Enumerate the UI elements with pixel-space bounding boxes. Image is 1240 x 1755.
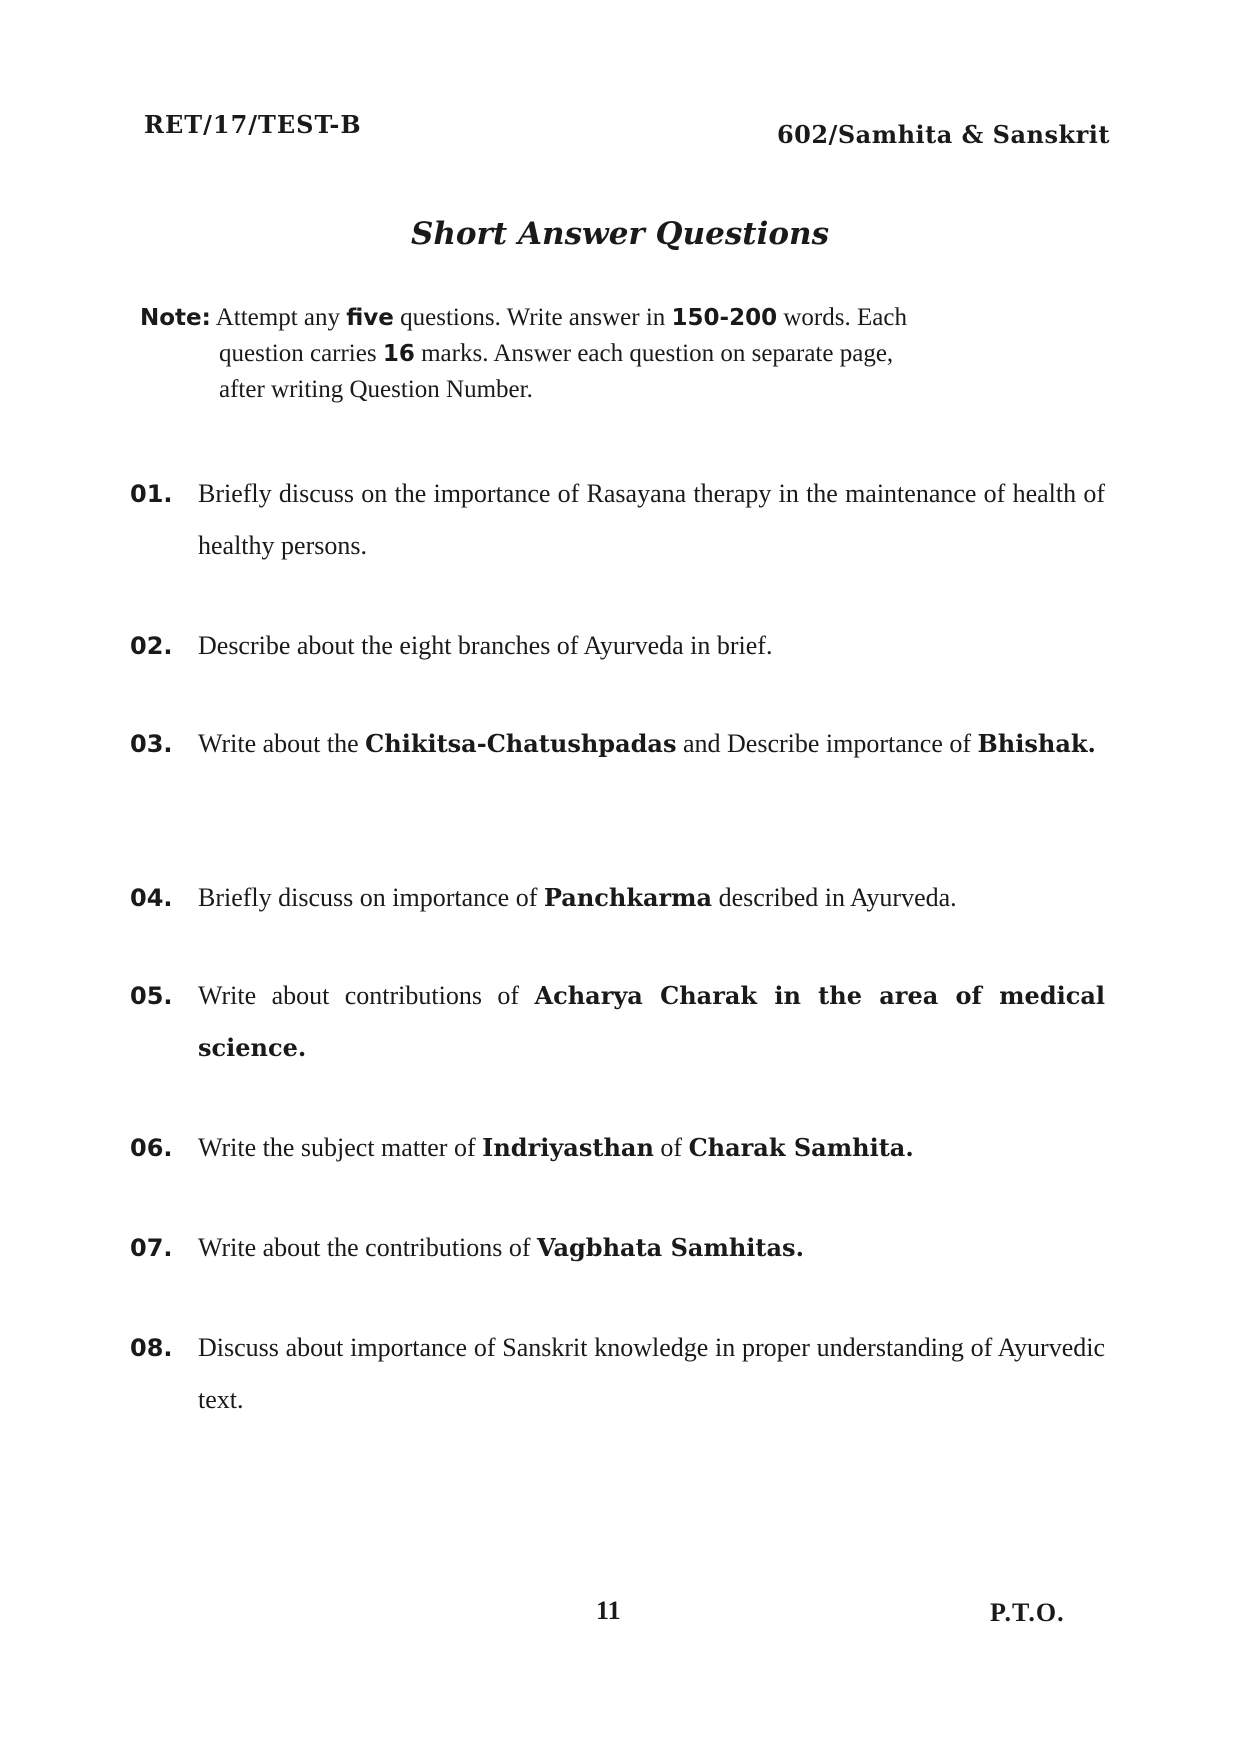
question-number: 08. xyxy=(130,1334,173,1362)
question-item xyxy=(130,872,1105,924)
please-turn-over: P.T.O. xyxy=(990,1598,1065,1627)
note-line-3: after writing Question Number. xyxy=(219,376,533,403)
question-item xyxy=(130,1122,1105,1174)
note-line-2: question carries 16 marks. Answer each question on separate page, xyxy=(219,340,894,367)
note-line-1: Note: Attempt any five questions. Write answer in 150-200 words. Each xyxy=(140,304,907,331)
question-text: Write about the Chikitsa-Chatushpadas and Describe importance of Bhishak. xyxy=(198,729,1096,758)
question-number: 03. xyxy=(130,730,173,758)
question-text: Write about the contributions of Vagbhata Samhitas. xyxy=(198,1233,804,1262)
question-text: Write the subject matter of Indriyasthan of Charak Samhita. xyxy=(198,1133,914,1162)
question-text: Describe about the eight branches of Ayurveda in brief. xyxy=(198,631,773,660)
question-number: 04. xyxy=(130,884,173,912)
question-item xyxy=(130,1222,1105,1274)
question-number: 07. xyxy=(130,1234,173,1262)
paper-code: RET/17/TEST-B xyxy=(144,110,362,139)
note-label: Note: xyxy=(140,305,211,331)
question-text: Briefly discuss on the importance of Rasayana therapy in the maintenance of health of healthy persons. xyxy=(198,479,1105,560)
question-number: 05. xyxy=(130,982,173,1010)
page-number: 11 xyxy=(596,1596,621,1625)
section-title: Short Answer Questions xyxy=(410,216,830,252)
question-text: Write about contributions of Acharya Charak in the area of medical science. xyxy=(198,981,1105,1062)
question-number: 01. xyxy=(130,480,173,508)
question-item xyxy=(130,970,1105,1074)
instructions-note xyxy=(140,300,1110,408)
question-item xyxy=(130,468,1105,572)
question-number: 06. xyxy=(130,1134,173,1162)
question-item xyxy=(130,1322,1105,1426)
question-item xyxy=(130,620,1105,672)
subject-code: 602/Samhita & Sanskrit xyxy=(776,120,1110,149)
question-text: Briefly discuss on importance of Panchkarma described in Ayurveda. xyxy=(198,883,957,912)
question-number: 02. xyxy=(130,632,173,660)
question-item xyxy=(130,718,1105,770)
question-text: Discuss about importance of Sanskrit knowledge in proper understanding of Ayurvedic text. xyxy=(198,1333,1105,1414)
